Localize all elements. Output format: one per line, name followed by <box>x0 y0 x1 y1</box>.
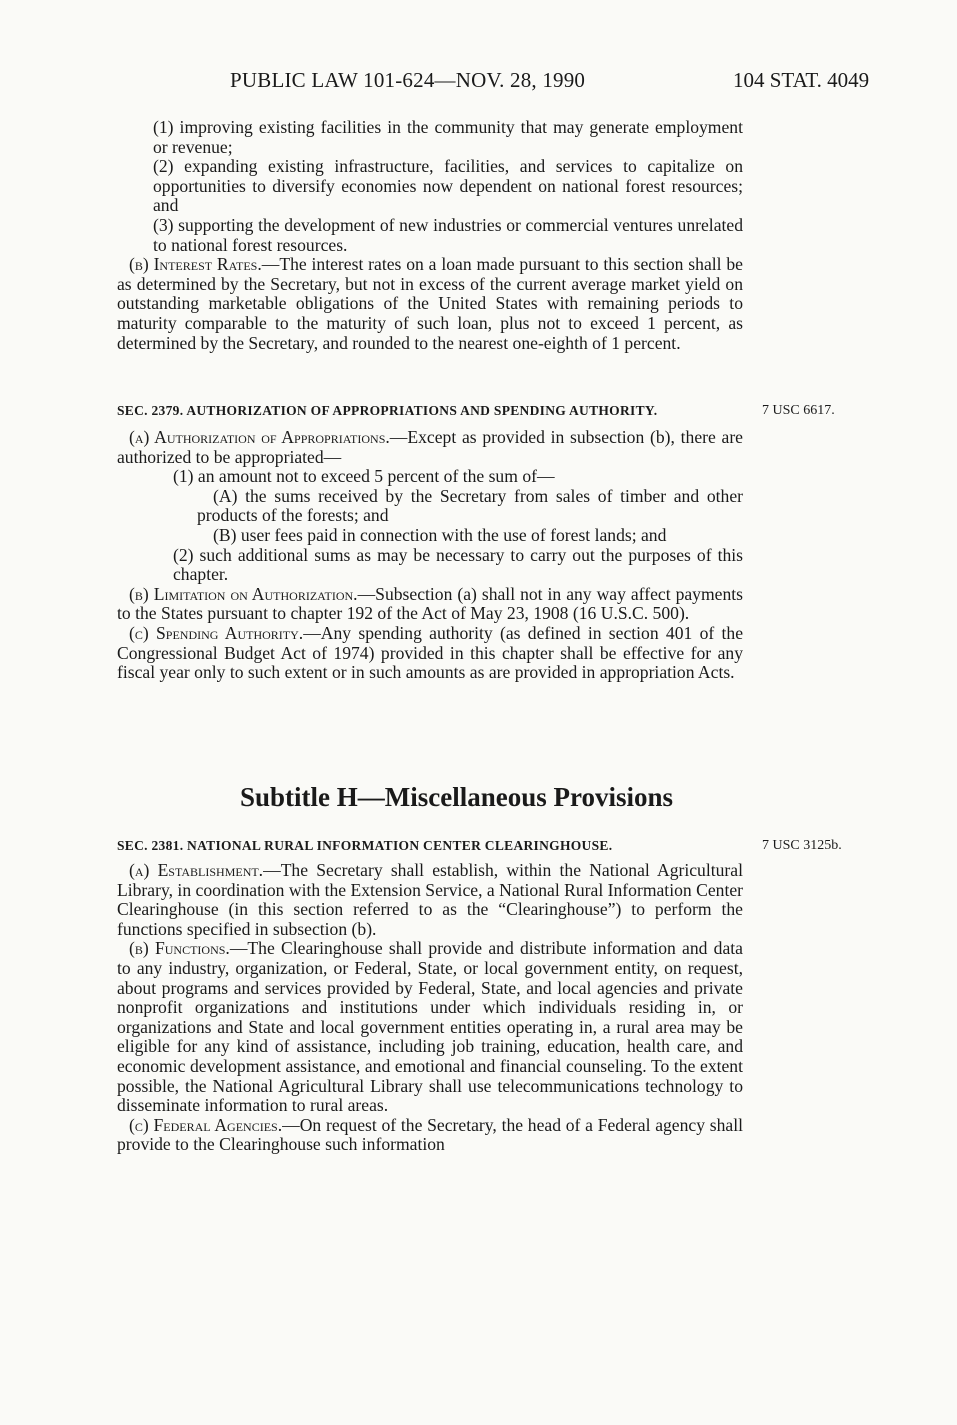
subsection-b <box>117 939 743 1115</box>
subsection-heading: (c) Federal Agencies. <box>129 1114 283 1135</box>
subsection-heading: (b) Limitation on Authorization. <box>129 583 358 604</box>
subsection-text: —The interest rates on a loan made pursuant to this section shall be as determined by the Secretary, but not in excess of the current average market yield on outstanding marketable obligations of the United States with remaining periods to maturity comparable to the maturity of such loan, plus not to exceed 1 percent, as determined by the Secretary, and rounded to the nearest one-eighth of 1 percent. <box>117 254 743 353</box>
subtitle-heading: Subtitle H—Miscellaneous Provisions <box>239 782 674 812</box>
page-header <box>0 68 957 98</box>
statute-page-number: 104 STAT. 4049 <box>733 68 870 92</box>
subsection-c <box>117 624 743 683</box>
margin-note-2381: 7 USC 3125b. <box>762 838 842 853</box>
item-2: (2) such additional sums as may be necessary to carry out the purposes of this chapter. <box>173 544 743 585</box>
subsection-b <box>117 585 743 624</box>
section-2379 <box>117 402 743 683</box>
paragraph-3: (3) supporting the development of new industries or commercial ventures unrelated to national forest resources. <box>153 214 743 255</box>
subsection-b-interest-rates <box>117 255 743 353</box>
item-1: (1) an amount not to exceed 5 percent of the sum of— <box>173 466 555 487</box>
subsection-heading: (b) Functions. <box>129 938 230 959</box>
section-heading: SEC. 2381. NATIONAL RURAL INFORMATION CENTER CLEARINGHOUSE. <box>117 838 613 853</box>
subsection-heading: (a) Authorization of Appropriations. <box>129 427 390 447</box>
paragraph-2: (2) expanding existing infrastructure, facilities, and services to capitalize on opportunities to diversify economies now dependent on national forest resources; and <box>153 156 743 216</box>
block-continuation <box>117 118 743 353</box>
running-title: PUBLIC LAW 101-624—NOV. 28, 1990 <box>230 68 586 92</box>
subsection-text: —Any spending authority (as defined in section 401 of the Congressional Budget Act of 1974) provided in this chapter shall be effective for any fiscal year only to such extent or in such amounts as are provided in appropriation Acts. <box>117 622 743 683</box>
subsection-text: —Subsection (a) shall not in any way affect payments to the States pursuant to chapter 192 of the Act of May 23, 1908 (16 U.S.C. 500). <box>117 583 743 624</box>
item-B: (B) user fees paid in connection with the use of forest lands; and <box>213 524 667 545</box>
section-2381 <box>117 837 743 1155</box>
subsection-a <box>117 428 743 467</box>
subsection-text: —Except as provided in subsection (b), there are authorized to be appropriated— <box>117 427 743 467</box>
subsection-heading: (c) Spending Authority. <box>129 622 304 643</box>
subsection-a <box>117 861 743 939</box>
subsection-heading: (a) Establishment. <box>129 860 264 880</box>
item-A: (A) the sums received by the Secretary from sales of timber and other products of the forests; and <box>197 485 743 526</box>
margin-note-2379: 7 USC 6617. <box>762 403 835 418</box>
subsection-c <box>117 1116 743 1155</box>
subsection-text: —The Secretary shall establish, within the National Agricultural Library, in coordination with the Extension Service, a National Rural Information Center Clearinghouse (in this section referred to as the “Clearinghouse”) to perform the functions specified in subsection (b). <box>117 860 743 939</box>
subsection-text: —On request of the Secretary, the head of a Federal agency shall provide to the Clearinghouse such information <box>117 1114 743 1155</box>
subsection-text: —The Clearinghouse shall provide and distribute information and data to any industry, organization, or Federal, State, or local government entity, on request, about programs and services provided by Federal, State, and local agencies and private nonprofit organizations and institutions under which individuals residing in, or organizations and State and local government entities operating in, a rural area may be eligible for any kind of assistance, including job training, education, health care, and economic development assistance, and emotional and financial counseling. To the extent possible, the National Agricultural Library shall use telecommunications technology to disseminate information to rural areas. <box>117 938 743 1116</box>
paragraph-1: (1) improving existing facilities in the community that may generate employment or revenue; <box>153 117 743 157</box>
section-heading: SEC. 2379. AUTHORIZATION OF APPROPRIATIONS AND SPENDING AUTHORITY. <box>117 403 658 418</box>
subsection-heading: (b) Interest Rates. <box>129 254 262 275</box>
